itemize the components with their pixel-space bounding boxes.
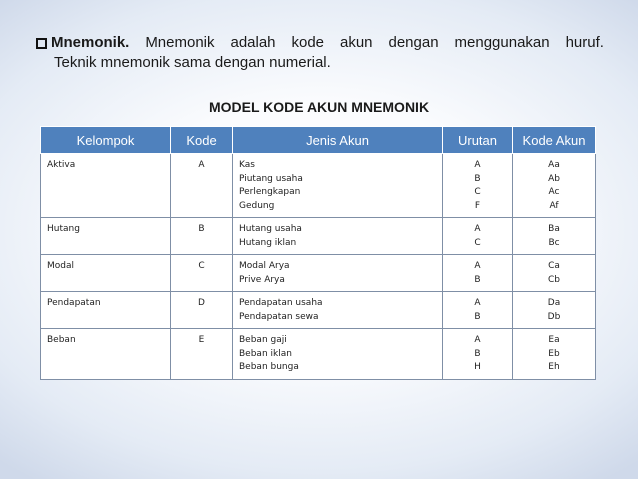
- jenis-akun-item: Beban iklan: [239, 348, 292, 359]
- cell-jenis-akun: [233, 329, 443, 380]
- cell-kode: D: [171, 292, 233, 329]
- cell-kelompok: Hutang: [41, 218, 171, 255]
- bullet-word: Mnemonik: [145, 34, 215, 51]
- cell-jenis-akun: [233, 218, 443, 255]
- jenis-akun-item: Piutang usaha: [239, 173, 303, 184]
- kode-akun-item: Cb: [548, 274, 560, 285]
- jenis-akun-item: Kas: [239, 160, 255, 170]
- jenis-akun-item: Beban gaji: [239, 335, 287, 345]
- cell-kode-akun: [513, 292, 596, 329]
- header-kode-akun: Kode Akun: [513, 127, 596, 154]
- table-row: [41, 218, 596, 255]
- header-kode: Kode: [171, 127, 233, 154]
- bullet-word: dengan: [388, 34, 439, 51]
- header-jenis-akun: Jenis Akun: [233, 127, 443, 154]
- urutan-item: B: [474, 311, 481, 322]
- cell-jenis-akun: [233, 255, 443, 292]
- urutan-item: A: [474, 261, 481, 271]
- bullet-line-1: [36, 33, 604, 53]
- kode-akun-item: Bc: [548, 237, 560, 248]
- kode-akun-item: Ea: [548, 335, 560, 345]
- kode-akun-item: Af: [549, 200, 559, 211]
- cell-kode-akun: [513, 329, 596, 380]
- cell-jenis-akun: [233, 292, 443, 329]
- urutan-item: A: [474, 335, 481, 345]
- table-row: [41, 154, 596, 218]
- kode-akun-item: Eh: [548, 362, 560, 372]
- cell-urutan: [443, 154, 513, 218]
- bullet-point: [36, 33, 604, 73]
- cell-jenis-akun: [233, 154, 443, 218]
- jenis-akun-item: Hutang usaha: [239, 224, 302, 234]
- header-urutan: Urutan: [443, 127, 513, 154]
- jenis-akun-item: Pendapatan sewa: [239, 311, 319, 322]
- kode-akun-item: Ca: [548, 261, 560, 271]
- checkbox-icon: [36, 38, 47, 49]
- header-kelompok: Kelompok: [41, 127, 171, 154]
- table-title: MODEL KODE AKUN MNEMONIK: [208, 99, 430, 115]
- cell-kode-akun: [513, 154, 596, 218]
- jenis-akun-item: Perlengkapan: [239, 187, 301, 197]
- cell-kode: A: [171, 154, 233, 218]
- cell-kode: E: [171, 329, 233, 380]
- cell-urutan: [443, 255, 513, 292]
- urutan-item: B: [474, 173, 481, 184]
- cell-kelompok: Pendapatan: [41, 292, 171, 329]
- kode-akun-table: [40, 126, 596, 380]
- bullet-lead: [36, 33, 129, 53]
- bullet-line-2: Teknik mnemonik sama dengan numerial.: [54, 54, 331, 71]
- jenis-akun-item: Beban bunga: [239, 362, 299, 372]
- bullet-word: huruf.: [565, 34, 604, 51]
- table-header-row: [41, 127, 596, 154]
- cell-urutan: [443, 329, 513, 380]
- bullet-word: akun: [340, 34, 373, 51]
- urutan-item: B: [474, 274, 481, 285]
- jenis-akun-item: Gedung: [239, 200, 275, 211]
- kode-akun-item: Ac: [548, 187, 560, 197]
- bullet-word: kode: [291, 34, 325, 51]
- kode-akun-item: Da: [547, 298, 561, 308]
- urutan-item: F: [474, 200, 481, 211]
- table-row: [41, 292, 596, 329]
- urutan-item: C: [474, 187, 481, 197]
- cell-kelompok: Beban: [41, 329, 171, 380]
- table-row: [41, 329, 596, 380]
- kode-akun-item: Db: [547, 311, 561, 322]
- bullet-term: Mnemonik.: [51, 34, 130, 51]
- kode-akun-item: Aa: [548, 160, 560, 170]
- cell-urutan: [443, 292, 513, 329]
- kode-akun-item: Eb: [548, 348, 560, 359]
- jenis-akun-item: Modal Arya: [239, 261, 290, 271]
- urutan-item: B: [474, 348, 481, 359]
- table-row: [41, 255, 596, 292]
- urutan-item: A: [474, 224, 481, 234]
- cell-kode: C: [171, 255, 233, 292]
- cell-kelompok: Aktiva: [41, 154, 171, 218]
- jenis-akun-item: Hutang iklan: [239, 237, 297, 248]
- kode-akun-item: Ab: [548, 173, 560, 184]
- bullet-word: menggunakan: [454, 34, 550, 51]
- urutan-item: C: [474, 237, 481, 248]
- urutan-item: A: [474, 160, 481, 170]
- cell-kelompok: Modal: [41, 255, 171, 292]
- cell-kode-akun: [513, 218, 596, 255]
- bullet-word: adalah: [230, 34, 276, 51]
- cell-urutan: [443, 218, 513, 255]
- urutan-item: A: [474, 298, 481, 308]
- cell-kode-akun: [513, 255, 596, 292]
- urutan-item: H: [474, 362, 481, 372]
- jenis-akun-item: Pendapatan usaha: [239, 298, 323, 308]
- jenis-akun-item: Prive Arya: [239, 274, 285, 285]
- cell-kode: B: [171, 218, 233, 255]
- kode-akun-item: Ba: [548, 224, 560, 234]
